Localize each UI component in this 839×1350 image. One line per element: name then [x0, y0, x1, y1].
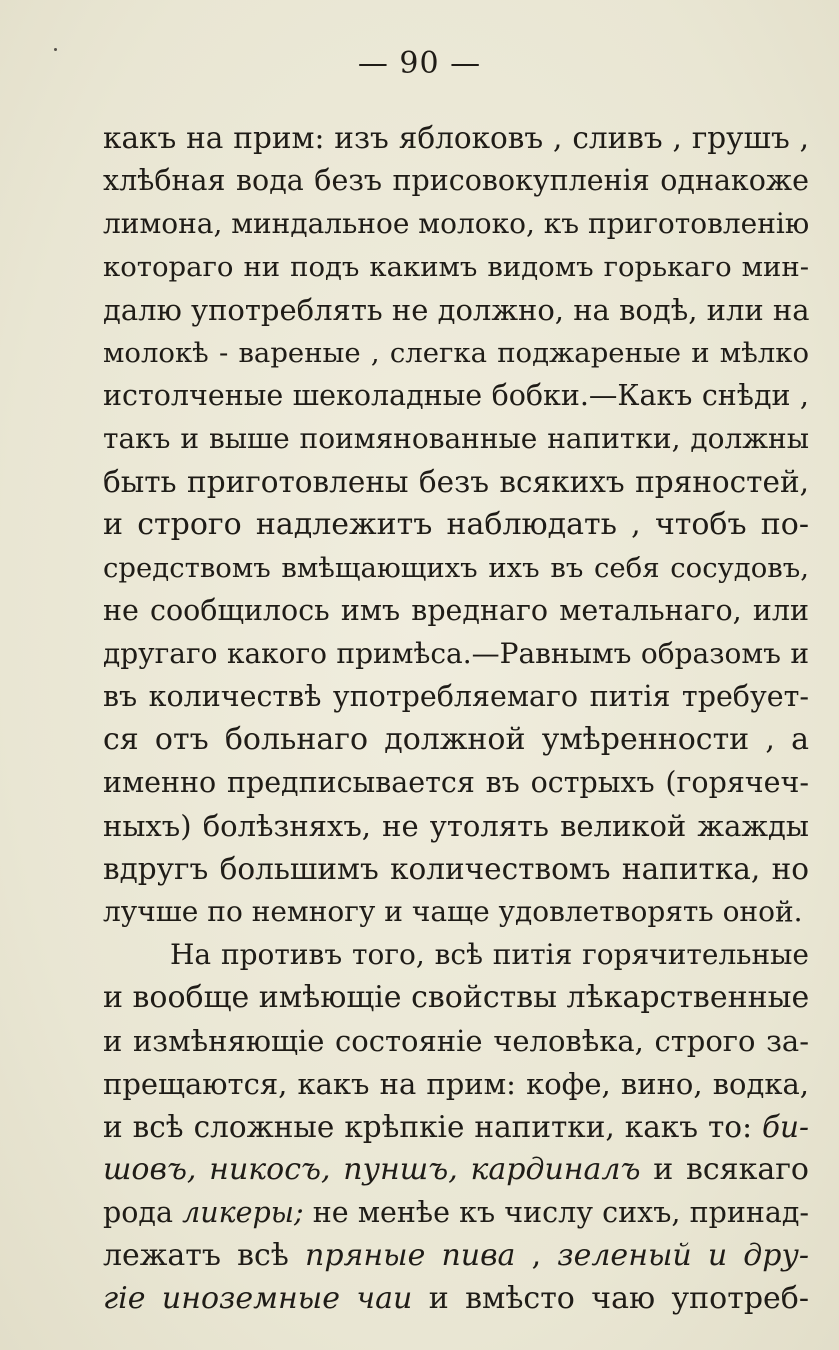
text-line: средствомъ вмѣщающихъ ихъ въ себя сосудовъ,: [103, 552, 809, 584]
italic-span: ликеры;: [182, 1196, 304, 1229]
text-line: другаго какого примѣса.—Равнымъ образомъ и: [103, 637, 809, 670]
text-line: не сообщилось имъ вреднаго метальнаго, или: [103, 594, 809, 627]
text-line: [103, 1107, 809, 1147]
italic-span: пряные пива: [305, 1238, 516, 1273]
text-line: именно предписывается въ острыхъ (горячеч-: [103, 766, 809, 799]
text-span: и всякаго: [640, 1152, 809, 1187]
text-line: быть приготовлены безъ всякихъ пряностей,: [103, 465, 809, 499]
text-line: [103, 1193, 809, 1233]
text-line: лучше по немногу и чаще удовлетворять оной.: [103, 895, 803, 928]
text-line: и измѣняющіе состояніе человѣка, строго за-: [103, 1024, 809, 1058]
text-line: [103, 1236, 809, 1276]
text-line: и строго надлежитъ наблюдать , чтобъ по-: [103, 507, 809, 542]
text-line: лимона, миндальное молоко, къ приготовленію: [103, 207, 810, 240]
text-line: ся отъ больнаго должной умѣренности , а: [103, 722, 809, 757]
italic-span: би-: [762, 1110, 809, 1144]
italic-span: гіе иноземные чаи: [103, 1281, 413, 1316]
text-line: прещаются, какъ на прим: кофе, вино, водка,: [103, 1067, 809, 1101]
italic-span: шовъ, никосъ, пуншъ, кардиналъ: [103, 1152, 641, 1187]
text-span: рода: [103, 1196, 183, 1229]
text-line: ныхъ) болѣзняхъ, не утолять великой жажды: [103, 809, 809, 843]
text-span: не менѣе къ числу сихъ, принад-: [303, 1196, 809, 1229]
text-line: [103, 1279, 809, 1319]
text-line: далю употреблять не должно, на водѣ, или на: [103, 293, 810, 327]
text-line: въ количествѣ употребляемаго питія требует-: [103, 680, 809, 713]
text-span: лежатъ всѣ: [103, 1238, 305, 1273]
text-span: и вмѣсто чаю употреб-: [412, 1281, 809, 1316]
text-line: вдругъ большимъ количествомъ напитка, но: [103, 852, 809, 886]
italic-span: зеленый и дру-: [557, 1238, 810, 1273]
text-line: [103, 1150, 809, 1190]
text-line: истолченые шеколадные бобки.—Какъ снѣди ,: [103, 379, 809, 412]
text-line: молокѣ - вареные , слегка поджареные и мѣлко: [103, 337, 809, 369]
text-line: котораго ни подъ какимъ видомъ горькаго мин-: [103, 251, 809, 283]
text-line: такъ и выше поимянованные напитки, должны: [103, 422, 809, 455]
text-line: хлѣбная вода безъ присовокупленія однакоже: [103, 164, 809, 197]
text-line: какъ на прим: изъ яблоковъ , сливъ , грушъ ,: [103, 121, 809, 155]
text-span: ,: [515, 1238, 558, 1273]
page-number: — 90 —: [357, 46, 482, 81]
text-line: На противъ того, всѣ питія горячительные: [170, 938, 809, 971]
text-line: и вообще имѣющіе свойствы лѣкарственные: [103, 980, 810, 1015]
text-span: и всѣ сложные крѣпкіе напитки, какъ то:: [103, 1110, 763, 1144]
